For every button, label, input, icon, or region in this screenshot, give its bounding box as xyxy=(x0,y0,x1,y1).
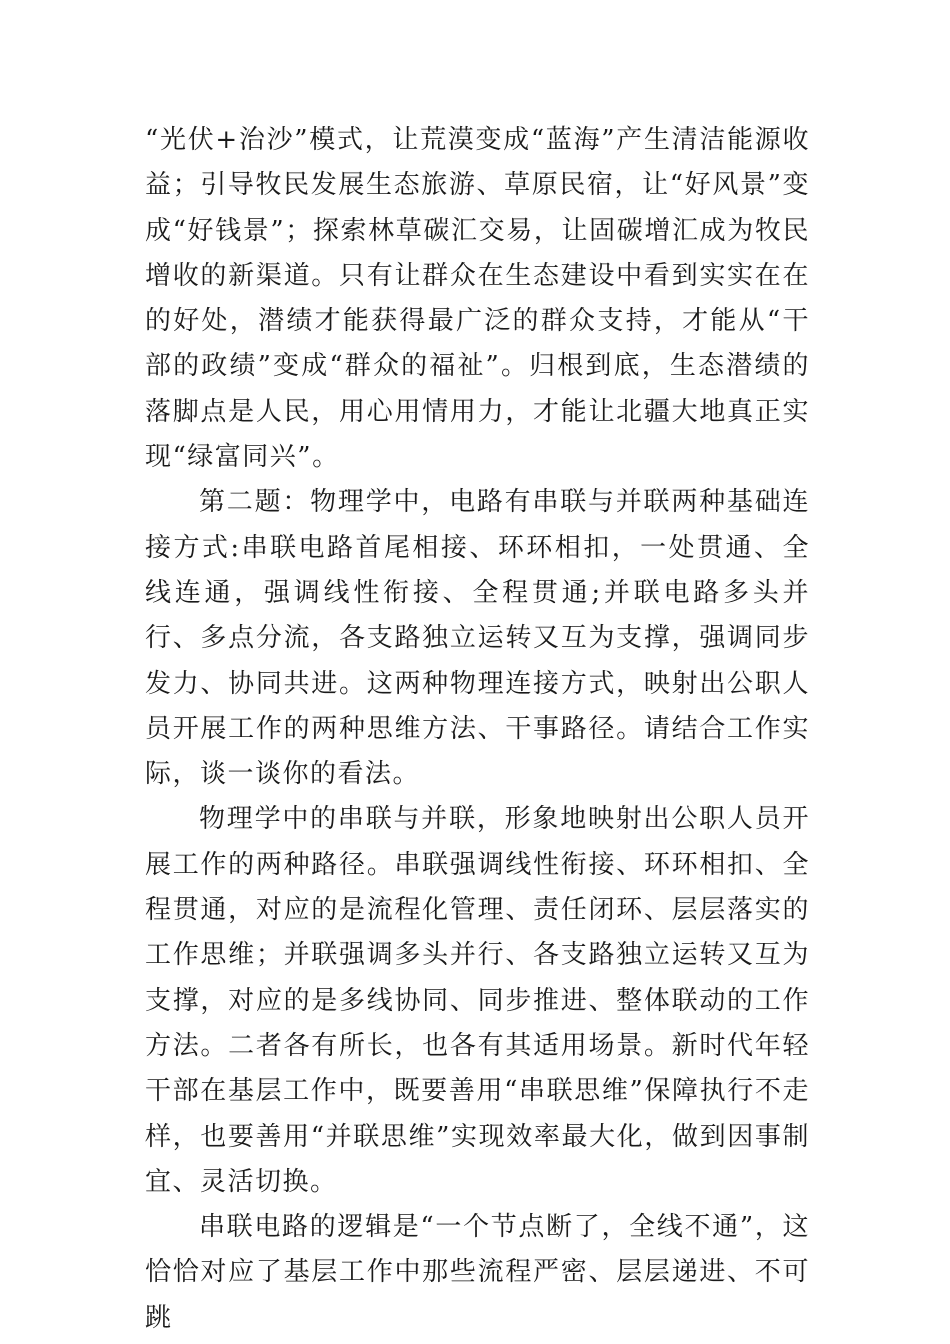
paragraph-answer-intro: 物理学中的串联与并联，形象地映射出公职人员开展工作的两种路径。串联强调线性衔接、环环相扣、全程贯通，对应的是流程化管理、责任闭环、层层落实的工作思维；并联强调多头并行、各支路独立运转又互为支撑，对应的是多线协同、同步推进、整体联动的工作方法。二者各有所长，也各有其适用场景。新时代年轻干部在基层工作中，既要善用“串联思维”保障执行不走样，也要善用“并联思维”实现效率最大化，做到因事制宜、灵活切换。 xyxy=(145,804,810,1197)
document-body xyxy=(145,118,810,1341)
paragraph-ecology-conclusion: “光伏+治沙”模式，让荒漠变成“蓝海”产生清洁能源收益；引导牧民发展生态旅游、草原民宿，让“好风景”变成“好钱景”；探索林草碳汇交易，让固碳增汇成为牧民增收的新渠道。只有让群众在生态建设中看到实实在在的好处，潜绩才能获得最广泛的群众支持，才能从“干部的政绩”变成“群众的福祉”。归根到底，生态潜绩的落脚点是人民，用心用情用力，才能让北疆大地真正实现“绿富同兴”。 xyxy=(145,125,810,473)
paragraph-question-two: 第二题：物理学中，电路有串联与并联两种基础连接方式:串联电路首尾相接、环环相扣，一处贯通、全线连通，强调线性衔接、全程贯通;并联电路多头并行、多点分流，各支路独立运转又互为支撑，强调同步发力、协同共进。这两种物理连接方式，映射出公职人员开展工作的两种思维方法、干事路径。请结合工作实际，谈一谈你的看法。 xyxy=(145,487,810,790)
paragraph-series-logic: 串联电路的逻辑是“一个节点断了，全线不通”，这恰恰对应了基层工作中那些流程严密、层层递进、不可跳 xyxy=(145,1212,810,1333)
